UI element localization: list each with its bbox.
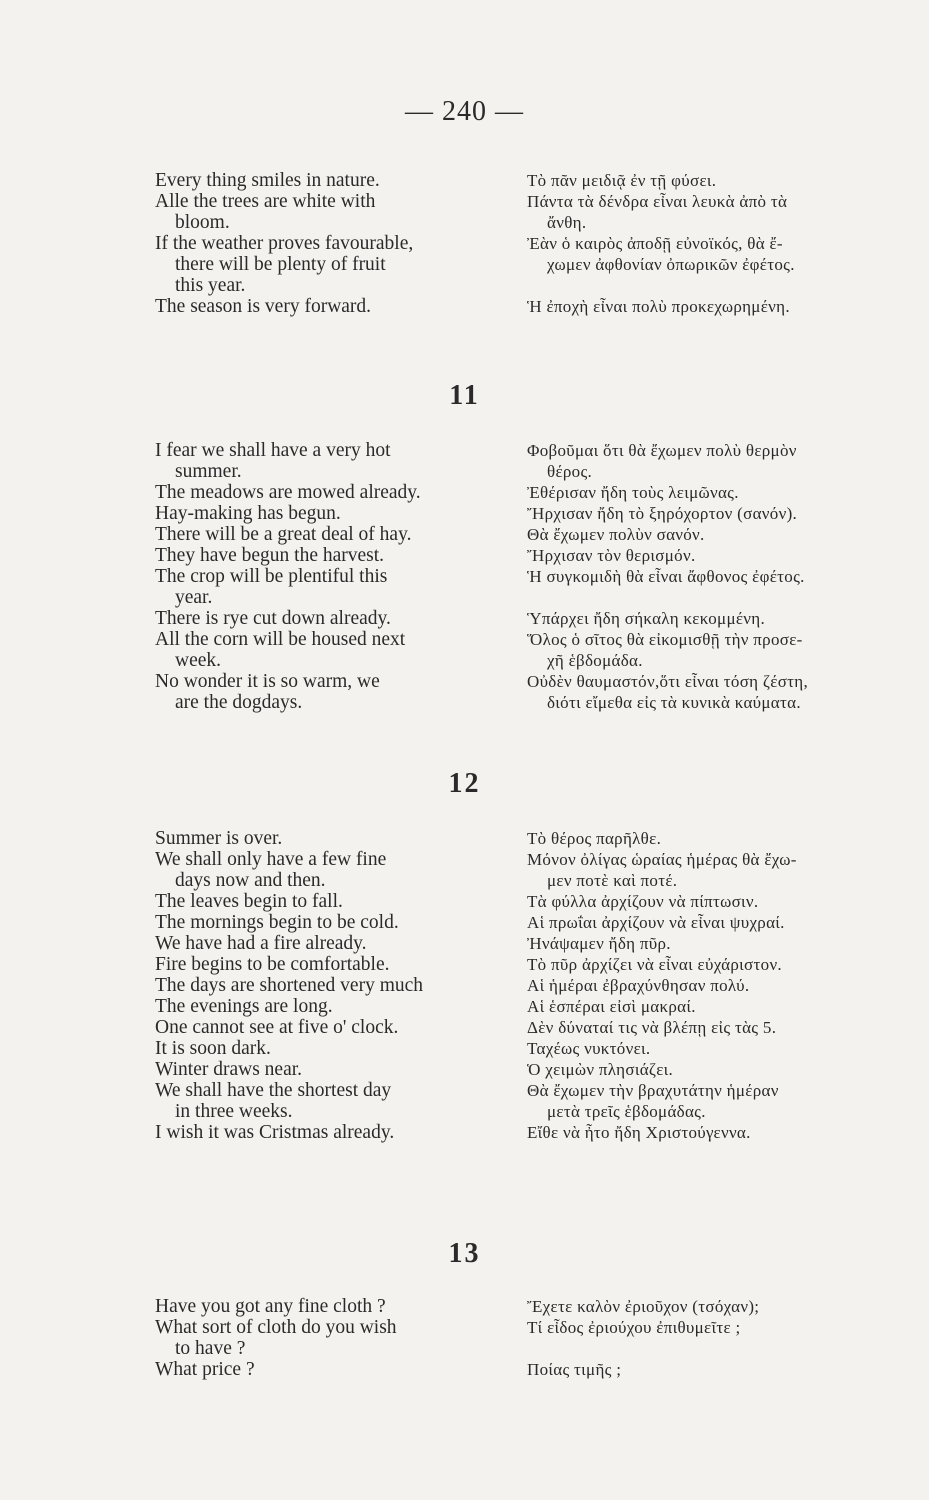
greek-line: διότι εἴμεθα εἰς τὰ κυνικὰ καύματα. [547, 693, 801, 712]
english-sentence [155, 1017, 527, 1038]
english-sentence [155, 1122, 527, 1143]
english-sentence [155, 191, 527, 233]
english-line: Alle the trees are white with [155, 191, 376, 212]
english-line: Fire begins to be comfortable. [155, 954, 390, 975]
sentence-row [0, 1017, 929, 1038]
english-sentence [155, 524, 527, 545]
sentence-row [0, 1122, 929, 1143]
english-line: The leaves begin to fall. [155, 891, 343, 912]
greek-line: θέρος. [547, 462, 593, 481]
greek-sentence [527, 296, 927, 317]
sentence-row [0, 933, 929, 954]
greek-sentence [527, 1317, 927, 1338]
greek-line: Ἡ συγκομιδὴ θὰ εἶναι ἄφθονος ἐφέτος. [527, 567, 805, 586]
sentence-row [0, 524, 929, 545]
english-line: No wonder it is so warm, we [155, 671, 380, 692]
english-line: There will be a great deal of hay. [155, 524, 412, 545]
english-sentence [155, 503, 527, 524]
english-line: I fear we shall have a very hot [155, 440, 391, 461]
greek-line: Ὁ χειμὼν πλησιάζει. [527, 1060, 674, 1079]
greek-sentence [527, 170, 927, 191]
english-line: bloom. [175, 212, 230, 233]
english-line: The crop will be plentiful this [155, 566, 388, 587]
greek-sentence [527, 566, 927, 587]
greek-line: Τὸ θέρος παρῆλθε. [527, 829, 662, 848]
english-sentence [155, 608, 527, 629]
greek-line: Τί εἶδος ἐριούχου ἐπιθυμεῖτε ; [527, 1318, 741, 1337]
greek-line: Αἱ ἑσπέραι εἰσὶ μακραί. [527, 997, 696, 1016]
section-heading-11: 11 [449, 380, 480, 411]
greek-sentence [527, 233, 927, 275]
section-13 [0, 1296, 929, 1380]
sentence-row [0, 296, 929, 317]
greek-line: Ἡ ἐποχὴ εἶναι πολὺ προκεχωρημένη. [527, 297, 790, 316]
english-line: this year. [175, 275, 246, 296]
greek-sentence [527, 1296, 927, 1317]
greek-line: Οὐδὲν θαυμαστόν,ὅτι εἶναι τόση ζέστη, [527, 672, 809, 691]
sentence-row [0, 1080, 929, 1122]
english-sentence [155, 296, 527, 317]
english-line: days now and then. [175, 870, 326, 891]
sentence-row [0, 440, 929, 482]
english-line: One cannot see at five o' clock. [155, 1017, 399, 1038]
sentence-list [0, 170, 929, 317]
section-heading-12: 12 [448, 768, 481, 799]
greek-line: Μόνον ὀλίγας ὡραίας ἡμέρας θὰ ἔχω- [527, 850, 797, 869]
english-sentence [155, 933, 527, 954]
sentence-list [0, 1296, 929, 1380]
greek-line: Εἴθε νὰ ἦτο ἤδη Χριστούγεννα. [527, 1123, 751, 1142]
english-sentence [155, 671, 527, 713]
english-sentence [155, 1038, 527, 1059]
greek-sentence [527, 629, 927, 671]
english-sentence [155, 566, 527, 608]
sentence-row [0, 233, 929, 296]
english-line: to have ? [175, 1338, 246, 1359]
english-line: There is rye cut down already. [155, 608, 391, 629]
english-line: The evenings are long. [155, 996, 333, 1017]
sentence-row [0, 629, 929, 671]
greek-line: Τὸ πῦρ ἀρχίζει νὰ εἶναι εὐχάριστον. [527, 955, 782, 974]
english-line: year. [175, 587, 213, 608]
english-line: All the corn will be housed next [155, 629, 406, 650]
english-line: week. [175, 650, 222, 671]
english-line: We have had a fire already. [155, 933, 367, 954]
sentence-row [0, 566, 929, 608]
english-sentence [155, 1296, 527, 1317]
greek-sentence [527, 975, 927, 996]
greek-sentence [527, 996, 927, 1017]
greek-line: Ποίας τιμῆς ; [527, 1360, 622, 1379]
greek-sentence [527, 482, 927, 503]
greek-line: Θὰ ἔχωμεν τὴν βραχυτάτην ἡμέραν [527, 1081, 779, 1100]
greek-line: Ἤρχισαν τὸν θερισμόν. [527, 546, 696, 565]
english-line: We shall only have a few fine [155, 849, 387, 870]
greek-sentence [527, 608, 927, 629]
greek-sentence [527, 954, 927, 975]
english-line: The season is very forward. [155, 296, 372, 317]
english-sentence [155, 482, 527, 503]
greek-line: Ὑπάρχει ἤδη σήκαλη κεκομμένη. [527, 609, 766, 628]
sentence-row [0, 671, 929, 713]
section-intro [0, 170, 929, 317]
greek-sentence [527, 1122, 927, 1143]
english-line: It is soon dark. [155, 1038, 271, 1059]
english-line: Have you got any fine cloth ? [155, 1296, 386, 1317]
english-line: summer. [175, 461, 242, 482]
english-line: What price ? [155, 1359, 255, 1380]
sentence-row [0, 545, 929, 566]
english-line: are the dogdays. [175, 692, 303, 713]
english-sentence [155, 170, 527, 191]
english-sentence [155, 912, 527, 933]
greek-sentence [527, 891, 927, 912]
greek-sentence [527, 828, 927, 849]
english-sentence [155, 891, 527, 912]
english-sentence [155, 1317, 527, 1359]
greek-sentence [527, 545, 927, 566]
greek-sentence [527, 524, 927, 545]
english-line: Summer is over. [155, 828, 283, 849]
greek-line: Φοβοῦμαι ὅτι θὰ ἔχωμεν πολὺ θερμὸν [527, 441, 797, 460]
greek-line: Ἐὰν ὁ καιρὸς ἀποδῇ εὐνοϊκός, θὰ ἔ- [527, 234, 783, 253]
sentence-row [0, 954, 929, 975]
greek-sentence [527, 1080, 927, 1122]
greek-sentence [527, 1017, 927, 1038]
english-sentence [155, 1059, 527, 1080]
english-sentence [155, 996, 527, 1017]
section-12 [0, 828, 929, 1143]
greek-line: Τὸ πᾶν μειδιᾷ ἐν τῇ φύσει. [527, 171, 717, 190]
sentence-row [0, 191, 929, 233]
greek-sentence [527, 933, 927, 954]
sentence-row [0, 482, 929, 503]
greek-line: χῆ ἑβδομάδα. [547, 651, 643, 670]
greek-sentence [527, 1359, 927, 1380]
greek-line: μετὰ τρεῖς ἑβδομάδας. [547, 1102, 706, 1121]
greek-sentence [527, 912, 927, 933]
sentence-row [0, 1038, 929, 1059]
english-sentence [155, 1359, 527, 1380]
greek-sentence [527, 503, 927, 524]
english-sentence [155, 545, 527, 566]
sentence-row [0, 608, 929, 629]
english-line: They have begun the harvest. [155, 545, 385, 566]
english-sentence [155, 440, 527, 482]
sentence-row [0, 1059, 929, 1080]
greek-line: Ἐθέρισαν ἤδη τοὺς λειμῶνας. [527, 483, 739, 502]
greek-line: Ἠνάψαμεν ἤδη πῦρ. [527, 934, 671, 953]
greek-line: μεν ποτὲ καὶ ποτέ. [547, 871, 678, 890]
english-sentence [155, 954, 527, 975]
sentence-row [0, 503, 929, 524]
english-line: there will be plenty of fruit [175, 254, 386, 275]
sentence-row [0, 828, 929, 849]
greek-line: Ἤρχισαν ἤδη τὸ ξηρόχορτον (σανόν). [527, 504, 798, 523]
sentence-row [0, 975, 929, 996]
english-line: Every thing smiles in nature. [155, 170, 380, 191]
english-line: The mornings begin to be cold. [155, 912, 399, 933]
greek-line: Δὲν δύναταί τις νὰ βλέπῃ εἰς τὰς 5. [527, 1018, 777, 1037]
english-line: The days are shortened very much [155, 975, 424, 996]
greek-line: ἄνθη. [547, 213, 587, 232]
english-sentence [155, 828, 527, 849]
sentence-row [0, 891, 929, 912]
greek-line: Ὅλος ὁ σῖτος θὰ εἰκομισθῇ τὴν προσε- [527, 630, 803, 649]
greek-line: Ταχέως νυκτόνει. [527, 1039, 651, 1058]
greek-line: Θὰ ἔχωμεν πολὺν σανόν. [527, 525, 705, 544]
sentence-row [0, 996, 929, 1017]
english-sentence [155, 849, 527, 891]
greek-line: Αἱ πρωΐαι ἀρχίζουν νὰ εἶναι ψυχραί. [527, 913, 785, 932]
english-line: We shall have the shortest day [155, 1080, 392, 1101]
greek-line: Ἔχετε καλὸν ἐριοῦχον (τσόχαν); [527, 1297, 760, 1316]
english-line: Winter draws near. [155, 1059, 303, 1080]
sentence-row [0, 1317, 929, 1359]
greek-sentence [527, 1038, 927, 1059]
section-heading-13: 13 [448, 1238, 481, 1269]
greek-line: Τὰ φύλλα ἀρχίζουν νὰ πίπτωσιν. [527, 892, 759, 911]
sentence-row [0, 1296, 929, 1317]
english-line: I wish it was Cristmas already. [155, 1122, 395, 1143]
english-line: If the weather proves favourable, [155, 233, 414, 254]
sentence-row [0, 849, 929, 891]
sentence-row [0, 912, 929, 933]
sentence-row [0, 170, 929, 191]
greek-sentence [527, 1059, 927, 1080]
greek-sentence [527, 191, 927, 233]
english-line: What sort of cloth do you wish [155, 1317, 397, 1338]
english-sentence [155, 629, 527, 671]
sentence-list [0, 828, 929, 1143]
english-line: in three weeks. [175, 1101, 293, 1122]
greek-line: Αἱ ἡμέραι ἐβραχύνθησαν πολύ. [527, 976, 750, 995]
greek-line: Πάντα τὰ δένδρα εἶναι λευκὰ ἀπὸ τὰ [527, 192, 788, 211]
english-sentence [155, 975, 527, 996]
english-sentence [155, 1080, 527, 1122]
section-11 [0, 440, 929, 713]
sentence-row [0, 1359, 929, 1380]
greek-line: χωμεν ἀφθονίαν ὀπωρικῶν ἐφέτος. [547, 255, 795, 274]
greek-sentence [527, 671, 927, 713]
page-number: — 240 — [405, 96, 524, 127]
greek-sentence [527, 440, 927, 482]
english-line: Hay-making has begun. [155, 503, 341, 524]
english-sentence [155, 233, 527, 296]
greek-sentence [527, 849, 927, 891]
english-line: The meadows are mowed already. [155, 482, 421, 503]
sentence-list [0, 440, 929, 713]
